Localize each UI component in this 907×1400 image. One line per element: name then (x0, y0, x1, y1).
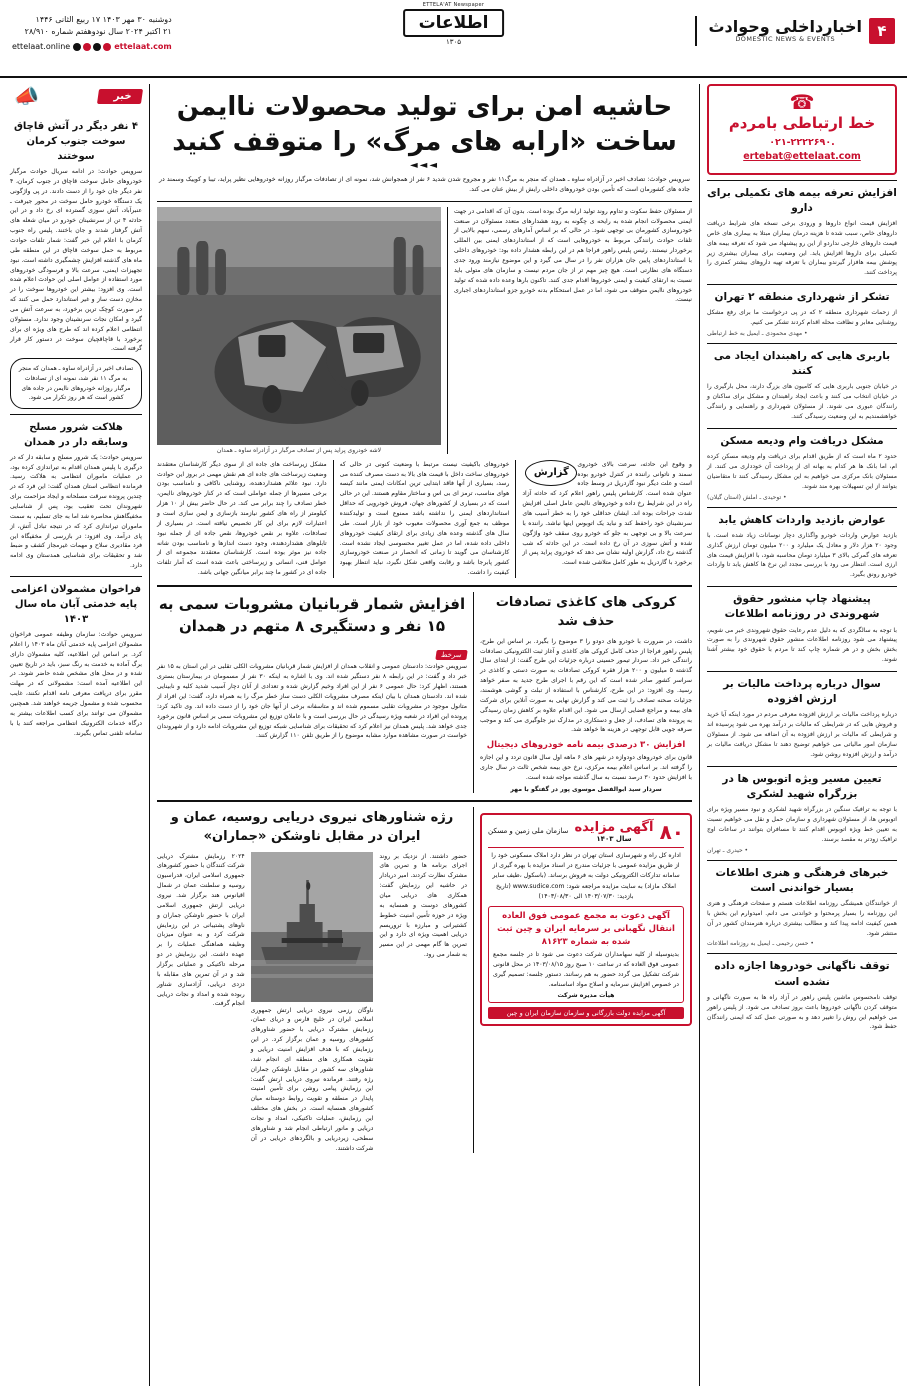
story-kroki (480, 592, 692, 793)
main-content (157, 84, 692, 1386)
social-icons[interactable] (73, 43, 111, 51)
story-badge: سرخط (436, 650, 468, 660)
masthead-section (691, 8, 895, 46)
headline-line-2: ساخت «ارابه های مرگ» را متوقف کنید (172, 127, 677, 158)
auction-header (488, 820, 684, 848)
story-kroki-sign: سردار سید ابوالفضل موسوی پور در گفتگو با مهر (510, 785, 662, 793)
auction-sign: هیأت مدیره شرکت (557, 992, 615, 1000)
auction-sub-title: آگهی دعوت به مجمع عمومی فوق العاده انتقال نگهبانی بر سرمایه ایران و چین ثبت شده به شماره ۸۱۶۲۳ (497, 911, 675, 947)
third-band (157, 807, 692, 1154)
article-column-2 (340, 460, 510, 578)
rail-divider-2 (707, 343, 897, 344)
rail-title-7: تعیین مسیر ویژه اتوبوس ها در بزرگراه شهید لشکری (722, 772, 882, 800)
lead-article-row (157, 207, 692, 454)
story-navy (157, 807, 467, 1154)
story-kroki-body: داشت، در ضرورت با خودرو های دودو را ۳ موضوع را بگیرد. بر اساس این طرح، پلیس راهور فراجا از حذف کامل کروکی های کاغذی و آغاز ثبت الکترونیکی تصادفات رانندگی خبر داد. سردار تیمور حسینی درباره جزئیات این طرح گفت: از ابتدای سال گذشته ۵ میلیون و ۲۰۰ هزار فقره کروکی تصادفات به صورت دستی و کاغذی در سراسر کشور صادر شده است که این رقم با اجرای طرح جدید به صفر خواهد رسید. وی افزود: در این طرح، کارشناس با استفاده از تبلت و گوشی هوشمند، جزئیات صحنه تصادف را ثبت می کند و گزارش نهایی به صورت آنلاین برای شرکت های بیمه و مراجع قضایی ارسال می شود. این اقدام علاوه بر کاهش زمان رسیدگی به پرونده های تصادف، از جعل و دستکاری در مدارک نیز جلوگیری می کند و موجب صرفه جویی قابل توجهی در هزینه ها خواهد شد. (480, 637, 693, 734)
lead-left-text-stack (454, 207, 692, 454)
newspaper-logo (403, 2, 505, 46)
story-hamedan-body: سرویس حوادث: دادستان عمومی و انقلاب همدان از افزایش شمار قربانیان مشروبات الکلی تقلبی در این استان به ۱۵ نفر خبر داد و گفت: در این رابطه ۸ نفر دستگیر شده اند. وی با اشاره به اینکه ۳۰ نفر از مسمومان در بیمارستان بستری هستند، اظهار کرد: حال عمومی ۶ نفر از این افراد وخیم گزارش شده و تعدادی از آنان دچار آسیب شدید کلیه و نابینایی شده اند. دادستان همدان با بیان اینکه مصرف مشروبات الکلی دست ساز خطر مرگ را به همراه دارد، گفت: این افراد از متانول موجود در مشروبات تقلبی مسموم شده اند و متاسفانه برخی از آنها جان خود را از دست داده اند. وی تاکید کرد: پرونده این افراد در شعبه ویژه رسیدگی در حال بررسی است و با عاملان توزیع این مشروبات سمی بر اساس قانون برخورد جدی خواهد شد. پلیس همدان نیز اعلام کرد که تحقیقات برای شناسایی شبکه توزیع این مشروبات ادامه دارد و از شهروندان خواست در صورت مشاهده موارد مشابه موضوع را از طریق تلفن ۱۱۰ گزارش کنند. (157, 663, 468, 740)
left-news-title-2: فراخوان مشمولان اعزامی پایه خدمتی آبان ماه سال ۱۴۰۳ (10, 584, 142, 626)
section-rule-1 (157, 585, 692, 587)
logo-name: اطلاعات (403, 9, 505, 37)
inline-note (10, 358, 142, 408)
article-column-3 (157, 460, 327, 578)
rail-body-7: با توجه به ترافیک سنگین در بزرگراه شهید لشکری و نبود مسیر ویژه برای اتوبوس ها، از مسئولان شهرداری و سازمان حمل و نقل می خواهیم نسبت به تعیین خط ویژه اتوبوس اقدام کنند تا مسافران بتوانند در ساعات اوج ترافیک زودتر به مقصد برسند. (707, 806, 897, 843)
left-news-body-1: سرویس حوادث: یک شرور مسلح و سابقه دار که در درگیری با پلیس همدان اقدام به تیراندازی کرده بود، در عملیات ماموران انتظامی به هلاکت رسید. فرمانده انتظامی استان همدان گفت: این فرد که در چندین پرونده سرقت مسلحانه و ایجاد مزاحمت برای شهروندان تحت تعقیب بود، پس از شناسایی مخفیگاهش محاصره شد اما به جای تسلیم، به سمت ماموران تیراندازی کرد که در نتیجه تبادل آتش، از پای درآمد. وی افزود: در بازرسی از مخفیگاه این فرد مقادیری سلاح و مهمات غیرمجاز کشف و ضبط شد و تحقیقات برای شناسایی همدستان وی ادامه دارد. (10, 453, 142, 570)
rail-tag-3: • توحیدی ـ املش (استان گیلان) (707, 493, 787, 501)
rail-title-6: سوال درباره پرداخت مالیات بر ارزش افزوده (723, 677, 881, 706)
left-news-body-0: سرویس حوادث: در ادامه سریال حوادث مرگبار خودروهای حامل سوخت قاچاق در جنوب کرمان، ۴ نفر دیگر جان خود را از دست دادند. در پی واژگونی یک دستگاه خودرو حامل سوخت در محور جیرفت ـ عنبرآباد، آتش سوزی گسترده ای رخ داد و در این حادثه ۴ تن از سرنشینان خودرو در میان شعله های آتش گرفتار شدند و جان باختند. پلیس راه جنوب کرمان با اعلام این خبر گفت: شمار تلفات حوادث مربوط به حمل سوخت قاچاق در این منطقه طی ماه های گذشته افزایش چشمگیری داشته است. نبود تجهیزات ایمنی، سرعت بالا و فرسودگی خودروهای مورد استفاده از عوامل اصلی این حوادث اعلام شده است. وی افزود: بیشتر این خودروها سوخت را در مخازن دست ساز و غیر استاندارد حمل می کنند که در صورت کوچک ترین برخورد، به سرعت آتش می گیرد و امکان نجات سرنشینان وجود ندارد. مسئولان انتظامی اعلام کرده اند که طرح های ویژه ای برای برخورد با قاچاقچیان سوخت در دستور کار قرار گرفته است. (10, 168, 142, 353)
column-separator-5 (473, 592, 474, 793)
article-column-3-body: مشکل زیرساخت های جاده ای از سوی دیگر کارشناسان معتقدند وضعیت زیرساخت های جاده ای هم نقش مهمی در بروز این حوادث دارد. نبود علائم هشداردهنده، روشنایی ناکافی و نامناسب بودن برخی مسیرها از جمله عواملی است که در کنار خودروهای ناایمن، خطر تصادف را چند برابر می کند. در حال حاضر بیش از ۱۰ هزار کیلومتر از راه های کشور نیازمند بازسازی و ایمن سازی است و اعتبارات لازم برای این کار تخصیص نیافته است. در بسیاری از تصادفات، علاوه بر نقص خودروها، نقص جاده ای از جمله نبود تابلوهای هشداردهنده، وجود دست اندازها و نامناسب بودن شانه جاده نیز موثر بوده است. کارشناسان معتقدند مجموعه ای از عوامل فنی، انسانی و زیرساختی باعث شده است که آمار تلفات جاده ای در کشور ما چند برابر میانگین جهانی باشد. (156, 460, 327, 577)
article-columns (157, 460, 692, 578)
rail-title-5: پیشنهاد چاپ منشور حقوق شهروندی در روزنامه اطلاعات (724, 593, 880, 621)
left-news-divider-1 (10, 414, 142, 415)
contact-box-header (716, 92, 888, 132)
rail-title-8: خبرهای فرهنگی و هنری اطلاعات بسیار خواندنی است (715, 866, 889, 894)
story-navy-body-a: حضور داشتند. از نزدیک بر روند اجرای برنامه ها و تمرین های مشترک نظارت کردند. امیر دریادار در حاشیه این رزمایش گفت: همکاری های دریایی میان کشورهای دوست و همسایه به ویژه در حوزه تأمین امنیت خطوط کشتیرانی و مبارزه با تروریسم دریایی اهمیت ویژه ای دارد و این تمرین ها گام مهمی در این مسیر به شمار می رود. (379, 852, 467, 959)
left-news-column (10, 84, 142, 1386)
story-hamedan-title: افزایش شمار قربانیان مشروبات سمی به ۱۵ نفر و دستگیری ۸ متهم در همدان (158, 594, 466, 635)
page-number: ۴ (869, 18, 895, 44)
date-line-2: ۲۱ اکتبر ۲۰۲۴ سال نودوهفتم شماره ۲۸/۹۱۰ (24, 27, 172, 37)
article-kicker: سرویس حوادث: تصادف اخیر در آزادراه ساوه ـ همدان که منجر به مرگ۱۱ نفر و مجروح شدن شدید ۶ نفر از همجوانش شد، نمونه ای از تصادفات مرگبار روزانه خودروهایی نظیر پراید، تیبا و کوییک وسمند در جاده های کشورمان است که تأمین بودن خودروهای داخلی رایش از بیش عنان می کند. (157, 171, 692, 201)
auction-footer-bar: آگهی مزایده دولت بازرگانی و سازمان سازمان ایران و چین (488, 1007, 684, 1019)
rail-item-9 (707, 959, 897, 1032)
twitter-icon[interactable] (83, 43, 91, 51)
rail-item-3 (707, 434, 897, 501)
rail-body-4: بازدید عوارض واردات خودرو واگذاری دچار نوسانات زیاد شده است. با وجود ۲۰ هزار دلار و معادل یک میلیارد و ۲۰۰ میلیون تومان ارزش گذاری تعرفه های گمرکی بالای ۳ میلیارد تومان محاسبه شود، با افزایش قیمت های ارزی است. انتظار می رود با بررسی مجدد این نرخ ها کاهش یابد تا واردات خودرو رونق بگیرد. (706, 531, 897, 579)
news-badge (10, 84, 142, 114)
auction-ad (480, 813, 692, 1026)
whatsapp-icon[interactable] (73, 43, 81, 51)
website-url[interactable]: ettelaat.com (114, 41, 172, 51)
rail-body-0: افزایش قیمت انواع داروها و ورودی برخی نسخه های شرایط دریافت داروهای خاص، سبب شده تا هزینه درمان بیماران مبتلا به بیماری های خاص قیمت داروهای خارجی نداردو از این رو پیشنهاد می شود که تعرفه بیمه های تکمیلی برای داروها افزایش یابد. این وضعیت برای بیماران بیشتری زیر پوشش بیمه هافزار گیرندو بیماران با تعرفه تهیه داروهای بیشتر کمتری را پرداخت کنند. (707, 219, 897, 277)
rail-title-0: افزایش تعرفه بیمه های تکمیلی برای دارو (707, 186, 897, 214)
section-title-fa: اخبارداخلی وحوادث (708, 17, 862, 37)
rail-item-0 (707, 186, 897, 279)
rail-item-2 (707, 349, 897, 422)
masthead-dateline (12, 8, 172, 53)
story-kroki-sub-body: قانون برای خودروهای دودوازه در شهر های ۶ ماهه اول سال قانون تردد و این اجازه را گرفته اند. بر اساس اعلام بیمه مرکزی، نرخ حق بیمه شخص ثالث در سال جاری با افزایش حدود ۳۰ درصد نسبت به سال گذشته مواجه شده است. (480, 754, 692, 781)
megaphone-icon: 📣 (14, 84, 39, 108)
contact-box-details (716, 136, 888, 165)
lead-column-a: از مسئولان حفظ سکوت و تداوم روند تولید ارابه مرگ بوده است. بدون آن که اقدامی در جهت ایمنی محصولات انجام شده به رایحه ی چگونه به روند هشدارهای متعدد مسئولان در صنعت خودروسازی کشورمان بی توجهی شود. در حالی که بر اساس آمارهای رسمی، سهم بالایی از تلفات حوادث رانندگی مربوط به خودروهایی است که از استانداردهای ایمنی بین المللی برخوردار نیستند. رئیس پلیس راهور فراجا هم در این رابطه هشدار داده بود: خودروهای داخلی با استانداردهای پایین جان هزاران نفر را در سال می گیرد و این موضوع نیازمند ورود جدی دستگاه های نظارتی است. هیچ چیز مهم تر از جان مردم نیست و سازمان های متولی باید نسبت به ارتقای کیفیت و ایمنی خودروها اقدام جدی کنند. تاکنون بارها وعده داده شده که تولید خودروهای ناایمن متوقف می شود، اما در عمل استحکام بدنه خودرو جزو استانداردهای اجباری نیست. (454, 207, 692, 304)
auction-col (480, 807, 692, 1154)
contact-box-title: خط ارتباطی بامردم (728, 114, 876, 132)
rail-title-2: باربری هایی که راهبندان ایجاد می کنند (713, 350, 891, 378)
rail-body-8: از خوانندگان همیشگی روزنامه اطلاعات هستم و صفحات فرهنگی و هنری این روزنامه را بسیار پرمحتوا و خواندنی می دانم. امیدوارم این بخش با همین کیفیت ادامه پیدا کند و مطالب بیشتری درباره هنرمندان کشور در آن منتشر شود. (707, 900, 897, 937)
navy-ship-graphic (251, 852, 374, 1002)
column-separator-1 (699, 84, 700, 1386)
masthead-divider (695, 16, 697, 46)
rail-item-6 (707, 677, 897, 760)
auction-org-logo: سازمان ملی زمین و مسکن (488, 827, 569, 836)
auction-title-line-1: آگهی مزایده (574, 820, 654, 836)
rail-title-4: عوارض بازدید واردات کاهش یابد (718, 513, 886, 526)
reader-contact-rail (707, 84, 897, 1386)
section-title-en: DOMESTIC NEWS & EVENTS (735, 35, 836, 44)
instagram-icon[interactable] (103, 43, 111, 51)
article-column-2-body: خودروهای باکیفیت نیست مرتبط با وضعیت کنونی در حالی که خودروهای ساخت داخل با قیمت های بالا به دست مصرف کننده می رسد، بسیاری از آنها فاقد ابتدایی ترین امکانات ایمنی مانند کیسه هوای مناسب، ترمز ای بی اس و ساختار مقاوم هستند. این در حالی است که در بسیاری از کشورهای جهان، فروش خودرویی که حداقل استانداردهای ایمنی را نداشته باشد ممنوع است و تولیدکننده موظف به جمع آوری محصولات معیوب خود از بازار است. طی سال های گذشته وعده های زیادی برای ارتقای کیفیت خودروهای داخلی داده شده، اما در عمل تغییر محسوسی ایجاد نشده است. کارشناسان می گویند تا زمانی که انحصار در صنعت خودروسازی کشور پابرجا باشد و رقابت واقعی شکل نگیرد، نباید انتظار بهبود کیفیت را داشت. (339, 460, 510, 577)
story-navy-photo-col (251, 852, 374, 1154)
contact-box (707, 84, 897, 175)
date-line-1: دوشنبه ۳۰ مهر ۱۴۰۳ ۱۷ ربیع الثانی ۱۴۴۶ (35, 15, 172, 24)
rail-divider-7 (707, 766, 897, 767)
navy-ship-photo (251, 852, 374, 1002)
rail-item-1 (707, 290, 897, 337)
news-badge-label: خبر (97, 89, 143, 104)
rail-tag-8: • حسن رحیمی ـ ایمیل به روزنامه اطلاعات (707, 940, 814, 948)
rail-body-3: حدود ۲ ماه است که از طریق اقدام برای دریافت وام ودیعه مسکن کرده ام، اما بانک ها هر کدام به بهانه ای از پرداخت آن خودداری می کنند. از مسئولان بانک مرکزی می خواهیم به این مشکل رسیدگی کنند تا متقاضیان بتوانند از این تسهیلات بهره مند شوند. (707, 453, 898, 490)
rail-divider-6 (707, 671, 897, 672)
logo-arc-text: ETTELA'AT Newspaper (422, 2, 485, 8)
story-hamedan-col-a (157, 642, 467, 741)
story-navy-body-b: ناوگان رزمی نیروی دریایی ارتش جمهوری اسلامی ایران در خلیج فارس و دریای عمان، رزمایش مشترک دریایی با حضور شناورهای کشورهای روسیه و عمان برگزار کرد. در این رزمایش که با هدف افزایش امنیت دریایی و تقویت همکاری های منطقه ای انجام شد، شناورهای سه کشور در مقابل ناوشکن جماران رژه رفتند. فرمانده نیروی دریایی ارتش گفت: این رزمایش پیامی روشن برای تأمین امنیت پایدار در منطقه و تقویت روابط دوستانه میان کشورهای همسایه است. در بخش های مختلف این رزمایش، عملیات تاکتیکی، امداد و نجات دریایی و مانور ارتباطی انجام شد و شناورهای سطحی، زیردریایی و بالگردهای دریایی در آن شرکت داشتند. (250, 1006, 374, 1152)
masthead (0, 0, 907, 78)
contact-phone[interactable]: ۰۲۱-۲۲۲۲۶۹۰. (769, 137, 835, 148)
rail-item-4 (707, 513, 897, 581)
rail-divider-1 (707, 284, 897, 285)
column-separator-2 (447, 207, 448, 454)
column-separator-4 (333, 460, 334, 578)
left-news-body-2: سرویس حوادث: سازمان وظیفه عمومی فراخوان مشمولان اعزامی پایه خدمتی آبان ماه ۱۴۰۳ را اعلام کرد. بر اساس این اطلاعیه، کلیه مشمولان دارای برگ آماده به خدمت به رنگ سبز، باید در تاریخ تعیین شده و در محل های مشخص شده حاضر شوند. در این اطلاعیه آمده است: مشمولانی که در مهلت مقرر برای دریافت معرفی نامه اقدام نکنند، غایب محسوب شده و مشمول جریمه خواهند شد. همچنین مشمولان می توانند برای کسب اطلاعات بیشتر به درگاه خدمات الکترونیک انتظامی مراجعه کنند یا با سامانه تلفنی تماس بگیرند. (10, 631, 143, 737)
column-separator-7 (149, 84, 150, 1386)
story-hamedan (157, 592, 467, 793)
auction-sub-ad (488, 906, 684, 1003)
column-separator-3 (515, 460, 516, 578)
left-news-title-1: هلاکت شرور مسلح وسابقه دار در همدان (24, 421, 128, 448)
rail-item-5 (707, 592, 897, 665)
rail-tag-7: • حیدری ـ تهران (707, 846, 749, 854)
auction-number: ۸۰ (659, 819, 684, 844)
story-navy-title: رژه شناورهای نیروی دریایی روسیه، عمان و ایران در مقابل ناوشکن «جماران» (170, 809, 454, 844)
section-title (708, 18, 862, 44)
rail-body-1: از زحمات شهرداری منطقه ۲ که در پی درخواست ما برای رفع مشکل روشنایی معابر و نظافت محله اقدام کردند تشکر می کنیم. (707, 309, 897, 327)
photo-caption: لاشه خودروی پراید پس از تصادف مرگبار در آزادراه ساوه ـ همدان (216, 446, 382, 454)
story-kroki-title: کروکی های کاغذی تصادفات حذف شد (495, 594, 677, 629)
page-body (0, 78, 907, 1394)
rail-body-5: با توجه به سالگردی که به دلیل عدم رعایت حقوق شهروندی خبر می شویم، پیشنهاد می شود روزنامه اطلاعات منشور حقوق شهروندی را به صورت بخش بخش و در هر شماره چاپ کند تا مردم با حقوق خود بیشتر آشنا شوند. (707, 626, 897, 664)
masthead-web (12, 41, 172, 53)
article-column-1 (522, 460, 692, 578)
social-handle: ettelaat.online (12, 41, 71, 51)
rail-divider-0 (707, 180, 897, 181)
logo-year: ۱۳۰۵ (445, 38, 462, 46)
headline-line-1: حاشیه امن برای تولید محصولات ناایمن (176, 92, 673, 122)
section-rule-2 (157, 800, 692, 802)
story-hamedan-cols (157, 642, 467, 741)
story-navy-col-a (379, 852, 467, 1154)
rail-body-2: در خیابان جنوبی باربری هایی که کامیون های بزرگ دارند، محل بارگیری را در خیابان انتخاب می کنند و باعث ایجاد راهبندان و مشکل برای ساکنان و رانندگان عبوری می شوند. از مسئولان شهرداری و راهنمایی و رانندگی خواهشمندیم به این وضعیت رسیدگی کنند. (707, 383, 897, 421)
story-navy-body-c: ۲۰۲۴ رزمایش مشترک دریایی شرکت کنندگان با حضور کشورهای جمهوری اسلامی ایران، فدراسیون روسیه و سلطنت عمان در شمال اقیانوس هند برگزار شد. نیروی دریایی ارتش جمهوری اسلامی ایران با حضور ناوشکن جماران و ناوهای پشتیبانی در این رزمایش شرکت کرد و به عنوان میزبان وظیفه هماهنگی عملیات را بر عهده داشت. این رزمایش در دو مرحله تاکتیکی و عملیاتی برگزار شد و در آن تمرین های مقابله با دزدی دریایی، آزادسازی شناور ربوده شده و امداد و نجات دریایی انجام گرفت. (157, 852, 245, 1008)
auction-sub-body: بدینوسیله از کلیه سهامداران شرکت دعوت می شود تا در جلسه مجمع عمومی فوق العاده که در ساعت ۱۰ صبح روز ۱۴۰۳/۰۸/۱۵ در محل قانونی شرکت تشکیل می گردد حضور به هم رسانند. دستور جلسه: تصمیم گیری در خصوص افزایش سرمایه و اصلاح مواد اساسنامه. (493, 951, 680, 988)
rail-divider-8 (707, 860, 897, 861)
crash-photo-graphic (157, 207, 441, 445)
telegram-icon[interactable] (93, 43, 101, 51)
auction-body: اداره کل راه و شهرسازی استان تهران در نظر دارد املاک مسکونی خود را از طریق مزایده عمومی با جزئیات مندرج در اسناد مزایده با بهره گیری از سامانه تدارکات الکترونیکی دولت به فروش برساند. (باسکول ،طیف سایر املاک مازاد) به سایت مزایده مراجعه شود: www.sudice.com (تاریخ بازدید: ۱۴۰۳/۰۷/۳۰ الی ۱۴۰۳/۰۸/۳۰) (491, 851, 681, 900)
lead-photo-block (157, 207, 441, 454)
column-separator-6 (473, 807, 474, 1154)
phone-icon: ☎ (789, 90, 815, 114)
rail-divider-5 (707, 586, 897, 587)
page-title (157, 84, 692, 162)
auction-title-line-2: سال ۱۴۰۳ (596, 835, 632, 844)
crash-photo (157, 207, 441, 445)
left-news-divider-2 (10, 576, 142, 577)
second-band (157, 592, 692, 793)
rail-item-7 (707, 772, 897, 854)
left-news-title-0: ۴ نفر دیگر در آتش قاچاق سوخت جنوب کرمان سوختند (13, 121, 139, 162)
rail-title-9: توقف ناگهانی خودروها اجازه داده نشده است (714, 960, 890, 988)
article-column-1-body: و وقوع این حادثه، سرعت بالای خودروی سمند و ناتوانی راننده در کنترل خودرو بوده است و علت دیگر نبود گاردریل در وسط جاده عنوان شده است. کارشناس پلیس راهور اعلام کرد که حادثه آزاد راه در این شرایط رخ داده و خودروهای ناایمن عامل اصلی افزایش شدت جراحات بوده اند. ایشان حداقلی خود را به خطر آسیب های سرنشینان خود راحفظ کند و نباید یک اتوبوس اینها نباشد. راننده با سرعت بالا و بی توجهی به جلو که خودرو روی سقف خود واژگون شده و آتش سوزی در آن رخ داده است. در این حادثه که شب گذشته رخ داد، گزارش اولیه نشان می دهد که خودروی پراید پس از برخورد با گاردریل به طور کامل متلاشی شده است. (522, 460, 692, 567)
rail-divider-3 (707, 428, 897, 429)
inline-note-text: تصادف اخیر در آزادراه ساوه ـ همدان که منجر به مرگ ۱۱ نفر شد، نمونه ای از تصادفات مرگبار روزانه خودروهای ناایمن در جاده های کشور است که هر روز تکرار می شود. (18, 365, 134, 402)
auction-title (575, 820, 654, 843)
story-navy-col-c (157, 852, 245, 1154)
rail-divider-4 (707, 507, 897, 508)
rail-title-3: مشکل دریافت وام ودیعه مسکن (720, 434, 884, 447)
rail-body-6: درباره پرداخت مالیات بر ارزش افزوده معرفی مردم در مورد اینکه آیا خرید و فروش هایی که در شرایطی که مالیات بر درآمد بهره می شود پرسیده اند و شرایطی که مالیات بر ارزش افزوده به آن اضافه می شود. از مسئولان سازمان امور مالیاتی می خواهیم توضیح دهند تا مشکل دریافت مالیات بر درآمد و ارزش افزوده روشن شود. (707, 711, 897, 758)
rail-divider-9 (707, 953, 897, 954)
headline-arrows: ◄◄◄ (409, 160, 440, 172)
rail-item-8 (707, 866, 897, 948)
report-badge: گزارش (525, 460, 577, 486)
contact-email[interactable]: ertebat@ettelaat.com (743, 151, 861, 163)
story-kroki-subhead: افزایش ۳۰ درصدی بیمه نامه خودروهای دیجیتال (486, 740, 686, 751)
rail-body-9: توقف نامحسوس ماشین پلیس راهور در آزاد راه ها به صورت ناگهانی و متوقف کردن ناگهانی خودروها باعث بروز تصادف می شود. از پلیس راهور می خواهیم این روش را تغییر دهد و به صورتی عمل کند که ایمنی رانندگان حفظ شود. (707, 993, 897, 1031)
rail-tag-1: • مهدی محمودی ـ ایمیل به خط ارتباطی (707, 330, 808, 338)
rail-title-1: تشکر از شهرداری منطقه ۲ تهران (714, 291, 890, 304)
story-navy-cols (157, 852, 467, 1154)
